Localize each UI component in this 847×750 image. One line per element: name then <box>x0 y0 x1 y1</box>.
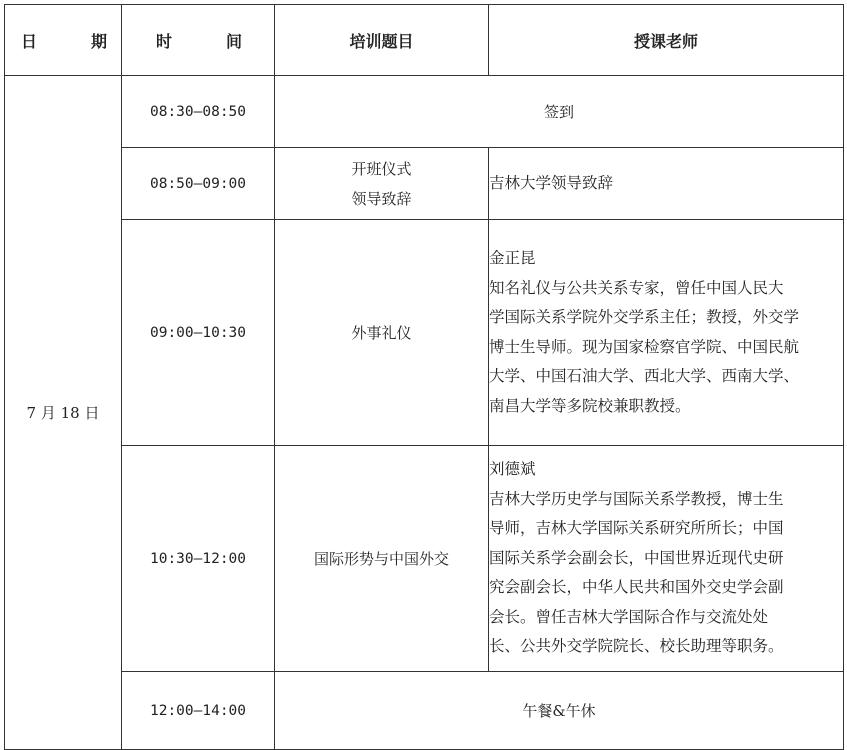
topic-cell: 国际形势与中国外交 <box>275 446 489 672</box>
teacher-cell: 刘德斌 吉林大学历史学与国际关系学教授，博士生 导师，吉林大学国际关系研究所所长；中国 国际关系学会副会长，中国世界近现代史研 究会副会长，中华人民共和国外交史学会副 会长。曾任吉林大学国际合作与交流处处 长、公共外交学院院长、校长助理等职务。 <box>489 446 844 672</box>
topic-cell: 外事礼仪 <box>275 220 489 446</box>
activity-cell: 午餐&午休 <box>275 672 844 750</box>
time-cell: 08:30—08:50 <box>122 76 275 148</box>
teacher-cell: 吉林大学领导致辞 <box>489 148 844 220</box>
time-cell: 10:30—12:00 <box>122 446 275 672</box>
header-row <box>5 5 844 76</box>
header-teacher: 授课老师 <box>489 5 844 76</box>
topic-cell: 开班仪式 领导致辞 <box>275 148 489 220</box>
table-row <box>5 148 844 220</box>
schedule-table <box>4 4 844 750</box>
date-cell: 7 月 18 日 <box>5 76 122 750</box>
table-row <box>5 76 844 148</box>
activity-cell: 签到 <box>275 76 844 148</box>
table-row <box>5 672 844 750</box>
header-topic: 培训题目 <box>275 5 489 76</box>
teacher-name: 刘德斌 <box>489 460 536 479</box>
time-cell: 08:50—09:00 <box>122 148 275 220</box>
teacher-cell: 金正昆 知名礼仪与公共关系专家，曾任中国人民大 学国际关系学院外交学系主任；教授，外交学 博士生导师。现为国家检察官学院、中国民航 大学、中国石油大学、西北大学、西南大学、 南昌大学等多院校兼职教授。 <box>489 220 844 446</box>
time-cell: 09:00—10:30 <box>122 220 275 446</box>
header-date: 日 期 <box>5 5 122 76</box>
header-time: 时 间 <box>122 5 275 76</box>
table-row <box>5 220 844 446</box>
time-cell: 12:00—14:00 <box>122 672 275 750</box>
table-row <box>5 446 844 672</box>
teacher-name: 金正昆 <box>489 249 536 267</box>
